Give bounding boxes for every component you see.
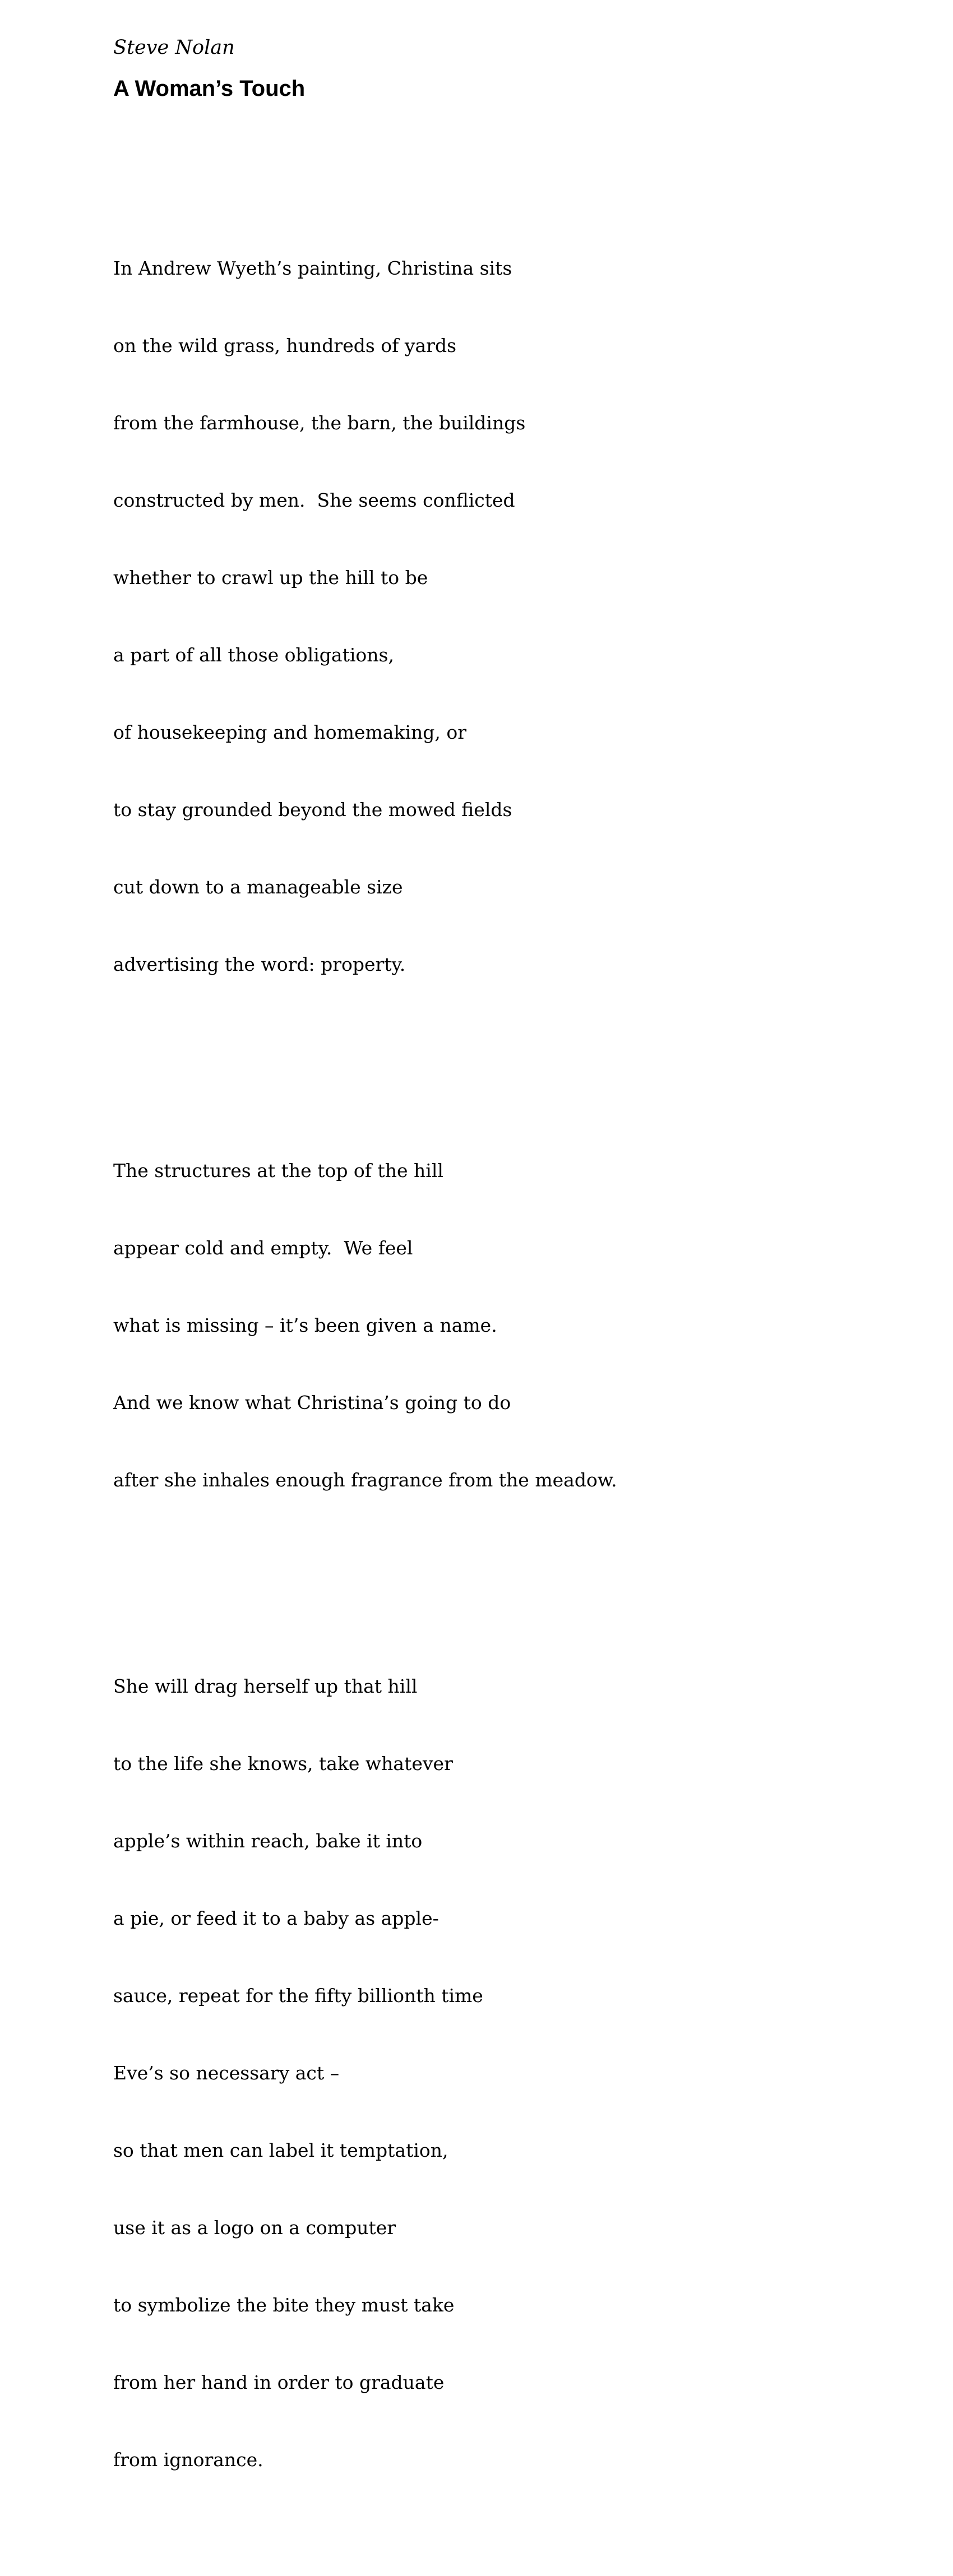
poem-line: to the life she knows, take whatever — [113, 1753, 453, 1775]
poem-line: cut down to a manageable size — [113, 876, 403, 898]
poem-line: whether to crawl up the hill to be — [113, 567, 428, 589]
stanza-3 — [113, 1622, 617, 2524]
poem-body — [113, 152, 617, 2576]
poem-line: apple’s within reach, bake it into — [113, 1830, 423, 1852]
poem-line: Eve’s so necessary act – — [113, 2062, 340, 2084]
poem-line: The structures at the top of the hill — [113, 1160, 443, 1182]
poem-line: after she inhales enough fragrance from the meadow. — [113, 1469, 617, 1491]
stanza-2 — [113, 1106, 617, 1545]
poem-line: use it as a logo on a computer — [113, 2217, 396, 2239]
poem-line: to stay grounded beyond the mowed fields — [113, 799, 512, 821]
poem-line: She will drag herself up that hill — [113, 1675, 418, 1697]
poem-line: so that men can label it temptation, — [113, 2139, 448, 2161]
poem-line: a part of all those obligations, — [113, 644, 394, 666]
poem-line: on the wild grass, hundreds of yards — [113, 335, 456, 356]
poem-line: sauce, repeat for the fifty billionth time — [113, 1985, 483, 2007]
poem-line: what is missing – it’s been given a name. — [113, 1314, 497, 1336]
poem-line: constructed by men. She seems conflicted — [113, 489, 515, 511]
poem-line: And we know what Christina’s going to do — [113, 1392, 511, 1414]
stanza-1 — [113, 204, 617, 1029]
poem-line: advertising the word: property. — [113, 953, 406, 975]
poem-line: from the farmhouse, the barn, the buildings — [113, 412, 526, 434]
poem-line: appear cold and empty. We feel — [113, 1237, 413, 1259]
author-name: Steve Nolan — [113, 36, 235, 59]
poem-line: of housekeeping and homemaking, or — [113, 721, 467, 743]
poem-line: to symbolize the bite they must take — [113, 2294, 455, 2316]
poem-line: from ignorance. — [113, 2449, 263, 2471]
poem-line: a pie, or feed it to a baby as apple- — [113, 1907, 439, 1929]
poem-line: In Andrew Wyeth’s painting, Christina sits — [113, 257, 512, 279]
poem-line: from her hand in order to graduate — [113, 2371, 445, 2393]
poem-title: A Woman’s Touch — [113, 76, 306, 101]
